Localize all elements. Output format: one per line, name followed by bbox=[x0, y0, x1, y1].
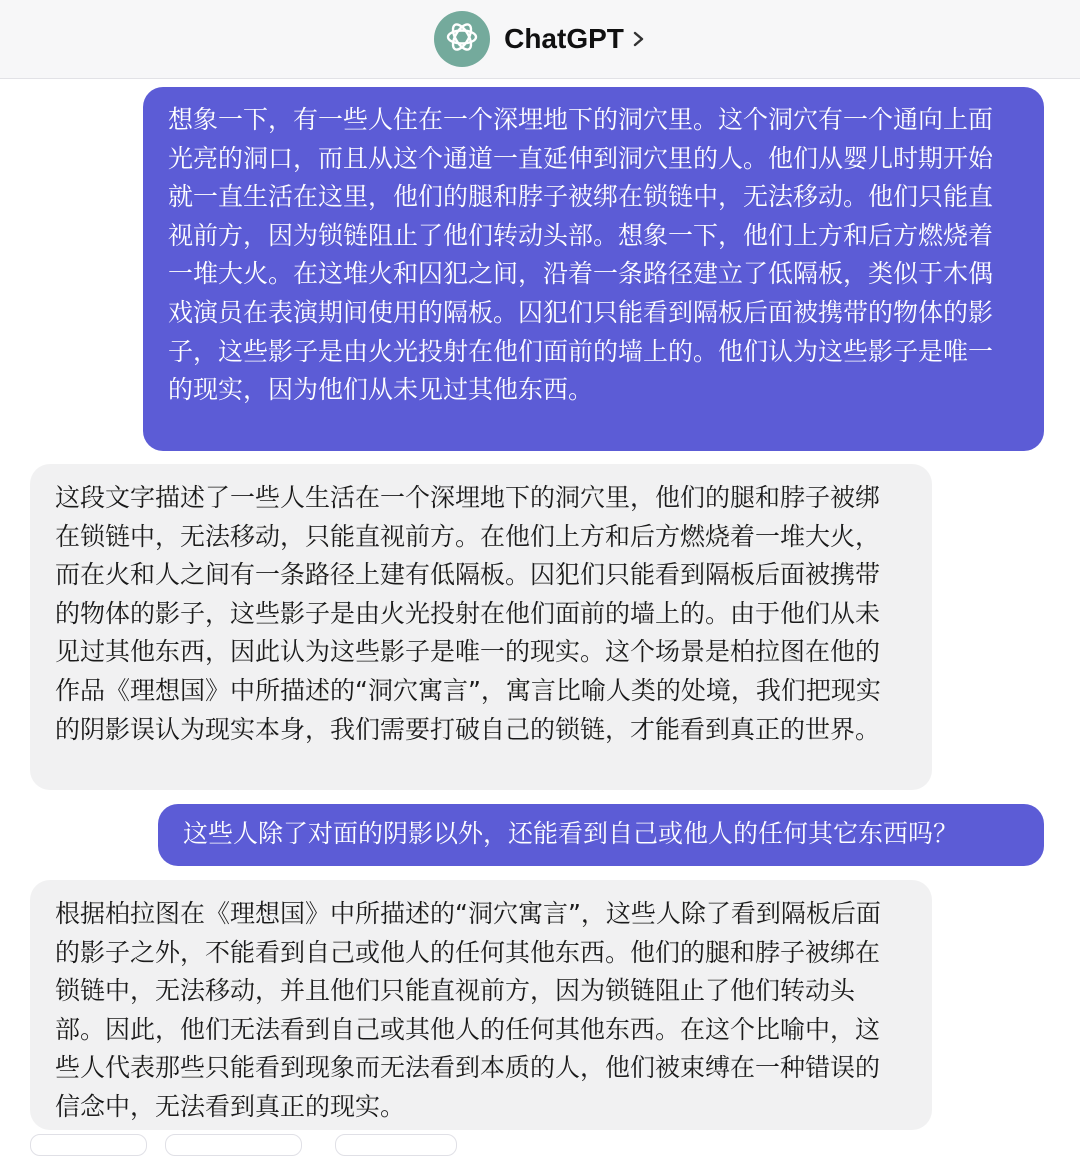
message-action-button[interactable] bbox=[165, 1134, 302, 1156]
chat-header bbox=[0, 0, 1080, 79]
message-action-button[interactable] bbox=[335, 1134, 457, 1156]
user-message: 想象一下，有一些人住在一个深埋地下的洞穴里。这个洞穴有一个通向上面光亮的洞口，而且从这个通道一直延伸到洞穴里的人。他们从婴儿时期开始就一直生活在这里，他们的腿和脖子被绑在锁链中，无法移动。他们只能直视前方，因为锁链阻止了他们转动头部。想象一下，他们上方和后方燃烧着一堆大火。在这堆火和囚犯之间，沿着一条路径建立了低隔板，类似于木偶戏演员在表演期间使用的隔板。囚犯们只能看到隔板后面被携带的物体的影子，这些影子是由火光投射在他们面前的墙上的。他们认为这些影子是唯一的现实，因为他们从未见过其他东西。 bbox=[143, 87, 1044, 451]
openai-logo-icon bbox=[442, 17, 482, 61]
assistant-message: 这段文字描述了一些人生活在一个深埋地下的洞穴里，他们的腿和脖子被绑在锁链中，无法移动，只能直视前方。在他们上方和后方燃烧着一堆大火，而在火和人之间有一条路径上建有低隔板。囚犯们只能看到隔板后面被携带的物体的影子，这些影子是由火光投射在他们面前的墙上的。由于他们从未见过其他东西，因此认为这些影子是唯一的现实。这个场景是柏拉图在他的作品《理想国》中所描述的“洞穴寓言”，寓言比喻人类的处境，我们把现实的阴影误认为现实本身，我们需要打破自己的锁链，才能看到真正的世界。 bbox=[30, 464, 932, 790]
assistant-message: 根据柏拉图在《理想国》中所描述的“洞穴寓言”，这些人除了看到隔板后面的影子之外，不能看到自己或他人的任何其他东西。他们的腿和脖子被绑在锁链中，无法移动，并且他们只能直视前方，因为锁链阻止了他们转动头部。因此，他们无法看到自己或其他人的任何其他东西。在这个比喻中，这些人代表那些只能看到现象而无法看到本质的人，他们被束缚在一种错误的信念中，无法看到真正的现实。 bbox=[30, 880, 932, 1130]
app-title[interactable]: ChatGPT bbox=[504, 23, 624, 54]
chatgpt-avatar[interactable] bbox=[434, 11, 490, 67]
user-message: 这些人除了对面的阴影以外，还能看到自己或他人的任何其它东西吗？ bbox=[158, 804, 1044, 866]
chevron-right-icon[interactable] bbox=[632, 31, 646, 47]
message-action-button[interactable] bbox=[30, 1134, 147, 1156]
